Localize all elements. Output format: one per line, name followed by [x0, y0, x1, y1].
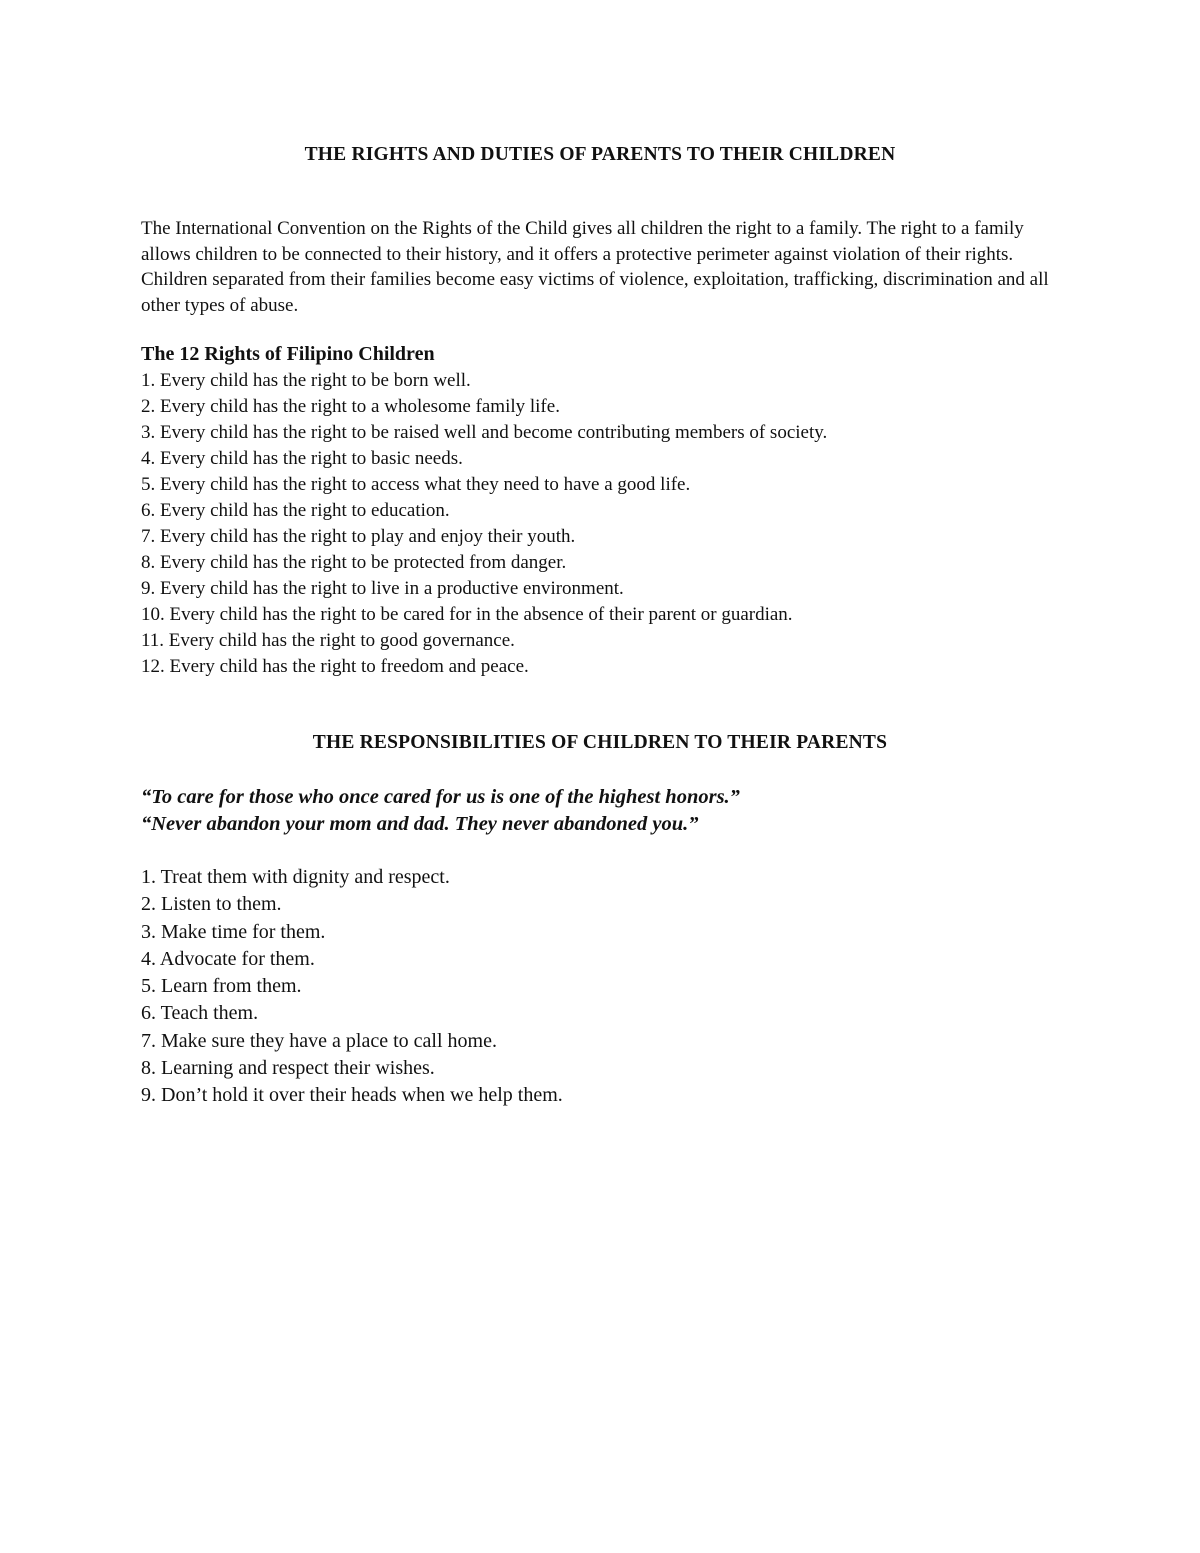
- responsibility-item: 1. Treat them with dignity and respect.: [141, 866, 450, 888]
- rights-list-item: 10. Every child has the right to be cared for in the absence of their parent or guardian.: [141, 604, 793, 625]
- rights-list-item: 1. Every child has the right to be born well.: [141, 370, 471, 391]
- responsibilities-list: [141, 864, 563, 1110]
- quote-line: “To care for those who once cared for us is one of the highest honors.”: [141, 786, 740, 808]
- responsibility-item: 7. Make sure they have a place to call home.: [141, 1029, 497, 1052]
- responsibility-item: 2. Listen to them.: [141, 893, 282, 916]
- responsibility-item: 6. Teach them.: [141, 1002, 259, 1025]
- intro-paragraph: The International Convention on the Rights of the Child gives all children the right to a family. The right to a family allows children to be connected to their history, and it offers a protective perimeter against violation of their rights. Children separated from their families become easy victims of violence, exploitation, trafficking, discrimination and all other types of abuse.: [141, 218, 1049, 316]
- rights-list-item: 7. Every child has the right to play and enjoy their youth.: [141, 526, 576, 547]
- rights-list-item: 5. Every child has the right to access what they need to have a good life.: [141, 474, 691, 495]
- responsibility-item: 4. Advocate for them.: [141, 947, 315, 970]
- rights-list-item: 6. Every child has the right to education.: [141, 500, 450, 521]
- rights-title: The 12 Rights of Filipino Children: [141, 343, 435, 365]
- rights-list-item: 11. Every child has the right to good governance.: [141, 630, 515, 651]
- responsibility-item: 9. Don’t hold it over their heads when we help them.: [141, 1084, 563, 1107]
- rights-list-item: 8. Every child has the right to be protected from danger.: [141, 552, 567, 573]
- section-heading-responsibilities: THE RESPONSIBILITIES OF CHILDREN TO THEIR PARENTS: [312, 732, 888, 753]
- rights-list-item: 2. Every child has the right to a wholesome family life.: [141, 396, 560, 417]
- rights-list-item: 4. Every child has the right to basic needs.: [141, 448, 463, 469]
- rights-list-item: 9. Every child has the right to live in a productive environment.: [141, 578, 624, 599]
- responsibility-item: 8. Learning and respect their wishes.: [141, 1057, 435, 1080]
- responsibility-item: 3. Make time for them.: [141, 920, 326, 943]
- quotes-block: [141, 784, 740, 838]
- rights-list-item: 12. Every child has the right to freedom and peace.: [141, 656, 529, 677]
- quote-line: “Never abandon your mom and dad. They never abandoned you.”: [141, 813, 699, 835]
- responsibility-item: 5. Learn from them.: [141, 975, 302, 998]
- rights-list: [141, 368, 827, 680]
- page-title: THE RIGHTS AND DUTIES OF PARENTS TO THEIR CHILDREN: [304, 144, 896, 165]
- rights-list-item: 3. Every child has the right to be raised well and become contributing members of society.: [141, 422, 828, 443]
